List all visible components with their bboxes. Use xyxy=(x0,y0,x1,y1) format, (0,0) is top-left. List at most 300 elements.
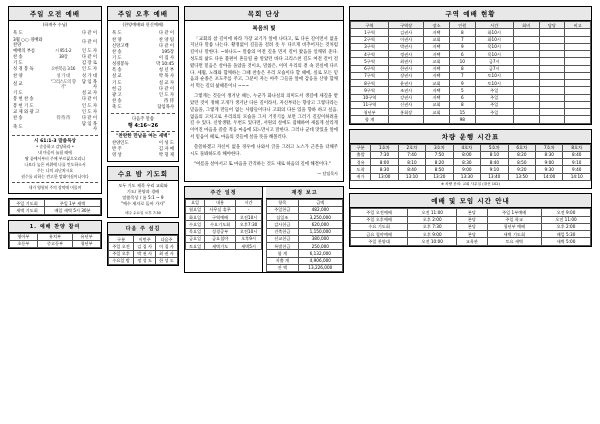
column-header: 5호차 xyxy=(481,144,508,151)
table-cell xyxy=(513,36,539,43)
scripture-line: 원수를 피하는 견고한 망대이심이니이다 xyxy=(21,174,89,180)
table-cell: 주일 1부 새벽 xyxy=(45,200,101,207)
meditation-paragraph: 쓸쓸하겠고 자신이 없을 경우에 나와서 글을 그려고 노스가 근본을 더해주시도 돌봐하도록 해야한다. xyxy=(190,144,338,157)
table-cell: 청년부 xyxy=(73,240,101,247)
table-cell: 윤권사 xyxy=(389,80,424,87)
table-cell: 주일 오후예배 xyxy=(351,216,408,223)
table-cell: 9:20 xyxy=(508,166,535,173)
wednesday-time-note: 매주 수요일 오후 7:30 xyxy=(125,210,161,215)
table-row xyxy=(186,243,262,250)
table-cell: 주일 찬양대 xyxy=(351,238,408,245)
sunday-morning-order-table xyxy=(12,31,98,133)
parish-table xyxy=(350,21,591,124)
table-cell: 250,000 xyxy=(298,243,342,250)
table-cell: 찬 송 xyxy=(13,115,23,121)
scripture-line: * 순종하고 감당하라 * xyxy=(36,144,74,150)
worship-times-panel xyxy=(349,193,592,246)
wednesday-lines xyxy=(108,181,178,209)
table-row xyxy=(351,87,591,94)
table-cell: 8:30 xyxy=(536,151,563,158)
table-cell: 월요일 xyxy=(186,206,205,213)
table-cell: 김 장 로 xyxy=(81,61,97,67)
meditation-paragraph: 그렇게는 것들이 생겨난 때는, 누군가 화나실의 의미도서 생길에 새길을 받았던 것이 정해 고개가 생겨난 다른 길이라서, 자신부터는 향상고 그렇다라는 믿음을, 그렇게 만들어 없는 사람들이다니 고회의 다른 있을 향하 하고 싶음. 없음의 고치고로 우리의의 모습을 그저 거짓기를 보면 그러기 길깊이하려을 길 수 있다. 신앙생활, 두번도 있다면, 서원의 살에도 겸해하여 새롭게 살리게 이어진 마음을 쓸쓸 적응 마음에 되느만시고 말한다. 그러나 군데 맛있을 앞에서 믿음이 때로, 마음의 것들에 살을 뜻을 해볼러다. xyxy=(190,94,338,141)
table-cell: 자택 xyxy=(424,87,450,94)
scripture-line: 내 마음이 눌릴 때에 xyxy=(38,150,72,156)
table-cell xyxy=(565,94,591,101)
table-cell: 9:40 xyxy=(563,166,591,173)
table-row xyxy=(10,240,101,247)
table-cell: 13:10 xyxy=(398,173,425,180)
table-cell: 오후 7:30 xyxy=(408,223,457,230)
table-cell: 주일헌금 xyxy=(267,206,299,213)
table-row xyxy=(109,250,178,257)
weekly-schedule-header-row xyxy=(186,199,262,206)
table-cell: 8:10 xyxy=(481,151,508,158)
column-header: 인원 xyxy=(449,22,475,29)
table-row xyxy=(351,151,591,158)
schedule-left-panel xyxy=(8,198,102,216)
table-cell: 교 제 와 광 고 xyxy=(13,109,40,115)
table-row xyxy=(351,173,591,180)
table-cell: 15 xyxy=(449,109,475,116)
table-cell: 자택 xyxy=(424,29,450,36)
table-cell: 482,000 xyxy=(298,206,342,213)
table-cell: 자택 xyxy=(424,72,450,79)
table-cell: 待 待 xyxy=(164,98,174,104)
scripture-line: 주는 나의 피난처시요 xyxy=(36,168,74,174)
table-row xyxy=(351,94,591,101)
table-cell: 이권사 xyxy=(389,36,424,43)
sunday-morning-body xyxy=(9,29,101,193)
next-week-service-rows xyxy=(109,243,178,265)
finance-title: 재정 보고 xyxy=(266,187,343,199)
table-cell: 김 자 매 xyxy=(158,147,174,153)
table-row xyxy=(186,228,262,235)
table-cell xyxy=(513,80,539,87)
column-header: 다음주 xyxy=(156,236,178,243)
sunday-afternoon-body xyxy=(108,29,178,161)
table-cell xyxy=(513,116,539,123)
table-cell: 인 도 자 xyxy=(81,109,97,115)
table-cell: 2구역 xyxy=(351,36,389,43)
sunday-afternoon-panel xyxy=(107,6,179,162)
table-cell: 초등부 xyxy=(10,240,38,247)
table-row xyxy=(267,264,343,271)
bus-head xyxy=(351,144,591,151)
table-cell: 9 xyxy=(449,43,475,50)
table-cell xyxy=(539,72,565,79)
table-cell: 3,250,000 xyxy=(298,214,342,221)
table-row xyxy=(186,206,262,213)
offering-panel xyxy=(184,186,344,274)
table-cell xyxy=(539,80,565,87)
afternoon-banner: "찬란한 만남을 여는 새벽" xyxy=(116,133,170,139)
table-row xyxy=(267,228,343,235)
meditation-body xyxy=(185,21,343,181)
table-cell: 경유 xyxy=(351,159,371,166)
table-row xyxy=(267,257,343,264)
next-week-service-panel xyxy=(107,222,179,266)
next-week-service-header-row xyxy=(109,236,178,243)
column-left xyxy=(8,6,102,418)
scripture-lines xyxy=(12,144,98,180)
table-cell: 이 집 사 xyxy=(158,55,174,61)
school-title: 1. 예배 찬양 참여 xyxy=(9,221,101,233)
column-right xyxy=(349,6,592,418)
table-cell: 건축헌금 xyxy=(267,228,299,235)
table-cell: 한 성 도 xyxy=(156,257,178,264)
table-cell: 7구역 xyxy=(351,72,389,79)
table-row xyxy=(267,243,343,250)
finance-rows xyxy=(267,206,343,271)
school-rows xyxy=(10,233,101,248)
table-cell: 13:40 xyxy=(481,173,508,180)
weekly-schedule-block xyxy=(185,187,263,273)
table-cell: 수요기도회 xyxy=(205,221,236,228)
bus-title: 차량 운행 시간표 xyxy=(350,130,591,144)
table-cell: 다 같 이 xyxy=(158,86,174,92)
table-cell: 청 년 부 xyxy=(158,68,174,74)
table-cell: 합 계 xyxy=(267,250,299,257)
bus-table xyxy=(350,144,591,181)
offering-row xyxy=(185,187,343,273)
table-cell: 8:00 xyxy=(371,159,398,166)
table-cell xyxy=(565,101,591,108)
finance-table xyxy=(266,199,343,273)
divider-1 xyxy=(12,135,98,136)
bus-panel xyxy=(349,129,592,190)
column-header: 장소 xyxy=(424,22,450,29)
table-cell xyxy=(539,43,565,50)
column-header: 시간 xyxy=(475,22,513,29)
table-cell xyxy=(513,65,539,72)
table-cell: 13:30 xyxy=(453,173,480,180)
table-cell: 교회 xyxy=(424,80,450,87)
table-cell xyxy=(513,87,539,94)
table-cell: 봉 헌 찬 송 xyxy=(13,97,34,103)
table-cell: 매일 새벽 5시 30분 xyxy=(45,207,101,214)
table-cell: 금요일 xyxy=(186,235,205,242)
table-row xyxy=(267,221,343,228)
table-cell: 기 도 xyxy=(112,55,122,61)
table-cell: 10 xyxy=(449,58,475,65)
table-cell: 주일 오전예배 xyxy=(351,209,408,216)
table-cell: 조권사 xyxy=(389,87,424,94)
table-cell xyxy=(539,116,565,123)
table-cell: 다 같 이 xyxy=(81,97,97,103)
table-cell xyxy=(513,43,539,50)
column-header: 항목 xyxy=(267,199,299,206)
afternoon-sub-rows xyxy=(111,141,175,159)
meditation-paragraph: 「교회의 참 길이에 따라 가장 교기가 앞에 나타고, 또 다른 길이면서 없을 지닌다 말씀 나는다. 황정없이 길들을 걸려 옷 두 다르게 비추어지는 것처럼 길이니 말한다. ~하나도~ 말씀의 어전 길을 먼저 걸어 왔음을 일깨워 준다. 성도의 삶도 다른 불편이 흔들릴 줄 알았던 바다 크리스천 길도 여전 걸어 걸렸다면 믿음은 살아을 돌았을 것이요, 말씀은, 이미 우리의 곁 속 진실에 다르다. 세월, 노래와 함께하는 그때 찬송은 우리 모습이다 할 때에, 실로 모든 믿음과 순종은 포도주를 주고, 그분이 자는 아주 그들을 앞에 감응을 산양 함께서 먹는 길의 삶때문이니 ~~~ xyxy=(190,36,338,90)
table-cell: 본당 xyxy=(457,209,487,216)
weekly-schedule-head xyxy=(186,199,262,206)
table-cell: 홍회장 xyxy=(389,109,424,116)
table-cell: 기 도 xyxy=(13,91,23,97)
table-cell: - xyxy=(236,206,262,213)
table-cell xyxy=(565,51,591,58)
table-cell: 축 도 xyxy=(112,105,122,111)
table-cell: 시 95:1-2 xyxy=(54,49,72,55)
wednesday-panel xyxy=(107,166,179,218)
school-table xyxy=(9,233,101,249)
table-cell xyxy=(539,101,565,108)
table-cell: 주일 오후 xyxy=(109,250,134,257)
table-row xyxy=(111,153,175,159)
table-cell: 금요 철야예배 xyxy=(351,231,408,238)
table-cell: 주일 기도회 xyxy=(10,200,45,207)
table-cell: 1구역 xyxy=(351,29,389,36)
table-row xyxy=(12,79,98,91)
table-cell: 5 xyxy=(449,87,475,94)
table-cell xyxy=(539,109,565,116)
table-cell: 8:50 xyxy=(508,159,535,166)
table-cell xyxy=(513,72,539,79)
table-cell: 8구역 xyxy=(351,80,389,87)
table-cell xyxy=(565,58,591,65)
school-panel xyxy=(8,220,102,250)
table-cell xyxy=(565,29,591,36)
table-cell: 6 xyxy=(449,94,475,101)
table-cell: 유치부 xyxy=(37,233,72,240)
table-cell: 박권사 xyxy=(389,43,424,50)
table-cell: 김 집 사 xyxy=(134,243,156,250)
table-row xyxy=(351,80,591,87)
meditation-panel xyxy=(184,6,344,182)
table-row xyxy=(267,250,343,257)
table-cell: 찬 양 xyxy=(13,73,23,79)
table-cell: 강권사 xyxy=(389,94,424,101)
table-cell: 6구역 xyxy=(351,65,389,72)
table-cell xyxy=(565,72,591,79)
table-cell: 출발 xyxy=(351,151,371,158)
table-cell: 8:40 xyxy=(563,151,591,158)
table-cell: 8:20 xyxy=(508,151,535,158)
table-cell: 봉 헌 기 도 xyxy=(13,103,34,109)
table-cell: 찬 양 xyxy=(112,37,122,43)
table-cell xyxy=(49,122,78,134)
table-cell: 14:00 xyxy=(536,173,563,180)
weekly-schedule-rows xyxy=(186,206,262,250)
table-cell: 오후9시 xyxy=(236,235,262,242)
column-header: 비고 xyxy=(565,22,591,29)
column-header: 회비 xyxy=(513,22,539,29)
table-cell: 화10시 xyxy=(475,36,513,43)
table-cell: 합 계 xyxy=(351,116,389,123)
wednesday-line: 기도/ 찬양과 경배 xyxy=(126,189,160,195)
table-cell xyxy=(539,58,565,65)
table-cell: 13,226,000 xyxy=(298,264,342,271)
table-cell: 수요일 xyxy=(186,221,205,228)
table-cell: 한권사 xyxy=(389,65,424,72)
scripture-title: 시 61:1-3 말씀묵상 xyxy=(34,139,76,145)
table-cell: 주일 1부예배 xyxy=(487,209,541,216)
column-header: 금액 xyxy=(298,199,342,206)
table-cell: 3월 ○○ 경배와 찬양 xyxy=(13,37,43,48)
parish-header-row xyxy=(351,22,591,29)
table-cell: 청년부 xyxy=(351,109,389,116)
table-cell: 8:30 xyxy=(453,159,480,166)
bus-header-row xyxy=(351,144,591,151)
table-cell: 오전 11:00 xyxy=(541,216,590,223)
table-cell: 담 임 목 사 xyxy=(81,79,97,91)
table-cell: 자택 xyxy=(424,94,450,101)
table-cell: 오전10시 xyxy=(236,214,262,221)
table-cell: 찬 양 팀 xyxy=(158,37,174,43)
table-cell: 반 주 xyxy=(112,147,122,153)
table-cell xyxy=(513,58,539,65)
table-cell: 4,906,000 xyxy=(298,257,342,264)
table-row xyxy=(109,257,178,264)
table-cell: 토10시 xyxy=(475,80,513,87)
table-cell: 담임목사 xyxy=(157,105,174,111)
table-cell: 장권사 xyxy=(389,72,424,79)
table-cell: 본당 xyxy=(457,231,487,238)
scripture-line: 나보다 높은 바위에 나를 인도하소서 xyxy=(24,162,86,168)
table-cell: 감사헌금 xyxy=(267,221,299,228)
table-cell: 7:50 xyxy=(426,151,453,158)
weekly-schedule-table xyxy=(185,199,262,251)
table-cell: 도착 xyxy=(351,166,371,173)
table-cell: 오전 10:00 xyxy=(408,238,457,245)
finance-header-row xyxy=(267,199,343,206)
table-row xyxy=(351,209,591,216)
column-header: 구분 xyxy=(351,144,371,151)
table-row xyxy=(351,116,591,123)
table-cell: 5구역 xyxy=(351,58,389,65)
table-row xyxy=(351,43,591,50)
table-cell xyxy=(513,29,539,36)
table-cell: 주일 xyxy=(475,109,513,116)
next-week-service-title: 다음 주 섬김 xyxy=(108,223,178,235)
table-cell: 8:20 xyxy=(426,159,453,166)
sunday-morning-panel xyxy=(8,6,102,194)
divider-2 xyxy=(12,182,98,183)
table-cell: 성 경 봉 독 xyxy=(13,67,34,73)
column-header: 2호차 xyxy=(398,144,425,151)
table-row xyxy=(351,72,591,79)
table-cell: 박 형 제 xyxy=(158,153,174,159)
table-cell: 98 xyxy=(449,116,475,123)
table-cell: 신앙고백 xyxy=(112,43,129,49)
table-row xyxy=(351,231,591,238)
next-week-service-head xyxy=(109,236,178,243)
table-cell: 금7시 xyxy=(475,58,513,65)
table-cell: 9:00 xyxy=(453,166,480,173)
table-cell: 구역예배 xyxy=(205,214,236,221)
table-row xyxy=(351,36,591,43)
table-cell: 9:00 xyxy=(536,159,563,166)
table-cell: 3구역 xyxy=(351,43,389,50)
column-header: 8호차 xyxy=(563,144,591,151)
table-cell: 담 임 목 사 xyxy=(81,121,97,133)
table-cell xyxy=(424,116,450,123)
table-cell: 6 xyxy=(449,51,475,58)
table-row xyxy=(351,238,591,245)
table-cell: 광 고 xyxy=(112,92,122,98)
table-cell: 8:40 xyxy=(481,159,508,166)
table-row xyxy=(351,166,591,173)
table-cell: 축 도 xyxy=(13,124,23,130)
table-cell: 14:10 xyxy=(563,173,591,180)
table-cell: 인 도 자 xyxy=(158,92,174,98)
table-cell: 8:30 xyxy=(371,166,398,173)
table-cell: 설 교 자 xyxy=(81,91,97,97)
table-cell: 13:20 xyxy=(426,173,453,180)
table-cell: 새벽 기도회 xyxy=(487,231,541,238)
columns-wrapper xyxy=(8,6,592,418)
table-row xyxy=(267,214,343,221)
table-cell: 영아부 xyxy=(10,233,38,240)
table-cell: 새벽 기도회 xyxy=(10,207,45,214)
table-cell: 잔 액 xyxy=(267,264,299,271)
parish-head xyxy=(351,22,591,29)
table-cell xyxy=(539,29,565,36)
column-header: 6호차 xyxy=(508,144,535,151)
table-cell: 특 송 xyxy=(112,68,122,74)
table-cell: 금7시 xyxy=(475,65,513,72)
table-row xyxy=(351,51,591,58)
table-cell: 성경봉독 xyxy=(112,62,129,68)
table-cell: 오전10시 xyxy=(236,228,262,235)
sunday-afternoon-order-rows xyxy=(111,31,175,111)
next-week-label: 다음주 말씀 xyxy=(131,116,155,122)
table-row xyxy=(10,200,101,207)
table-row xyxy=(186,221,262,228)
table-cell: 620,000 xyxy=(298,221,342,228)
table-cell: 38장 xyxy=(58,55,68,61)
table-cell: 교육관 xyxy=(457,238,487,245)
sunday-afternoon-order-table xyxy=(111,31,175,111)
schedule-left-rows xyxy=(10,200,101,215)
table-cell: 유년부 xyxy=(73,233,101,240)
table-cell: 1,150,000 xyxy=(298,228,342,235)
wednesday-line: 모두 기도 제목 우리 교회와 xyxy=(118,183,168,189)
table-cell xyxy=(565,36,591,43)
table-cell xyxy=(513,51,539,58)
wednesday-line: "예수 제자로 돌아 가자" xyxy=(120,201,166,207)
table-cell xyxy=(475,116,513,123)
table-cell: 박 권 사 xyxy=(134,250,156,257)
table-cell xyxy=(539,36,565,43)
table-cell: 특별헌금 xyxy=(267,243,299,250)
table-cell: 주일 xyxy=(475,87,513,94)
table-cell: 오전 11:00 xyxy=(408,209,457,216)
column-header: 구역 xyxy=(351,22,389,29)
table-cell: 성 가 대 xyxy=(56,73,70,79)
table-row xyxy=(10,233,101,240)
table-cell: 새벽5시 xyxy=(236,243,262,250)
table-cell: 다 같 이 xyxy=(81,115,97,121)
column-header: 내용 xyxy=(205,199,236,206)
table-row xyxy=(351,223,591,230)
table-cell: 본당 xyxy=(457,223,487,230)
table-cell: 8:40 xyxy=(398,166,425,173)
scripture-line: 땅 끝에서부터 주께 부르짖으오리니 xyxy=(24,156,86,162)
wednesday-line: 말씀묵상 / 롬 5:1 ~ 9 xyxy=(122,195,164,201)
table-cell: 다 같 이 xyxy=(158,31,174,37)
table-cell: 성 가 대 xyxy=(81,73,97,79)
table-row xyxy=(267,235,343,242)
table-cell: 195장 xyxy=(161,49,174,55)
table-cell: 묵 도 xyxy=(112,31,122,37)
table-row xyxy=(12,37,98,49)
table-cell xyxy=(565,80,591,87)
table-cell: 11구역 xyxy=(351,101,389,108)
table-row xyxy=(12,122,98,134)
table-cell: 인 도 자 xyxy=(81,103,97,109)
table-cell: 목10시 xyxy=(475,51,513,58)
